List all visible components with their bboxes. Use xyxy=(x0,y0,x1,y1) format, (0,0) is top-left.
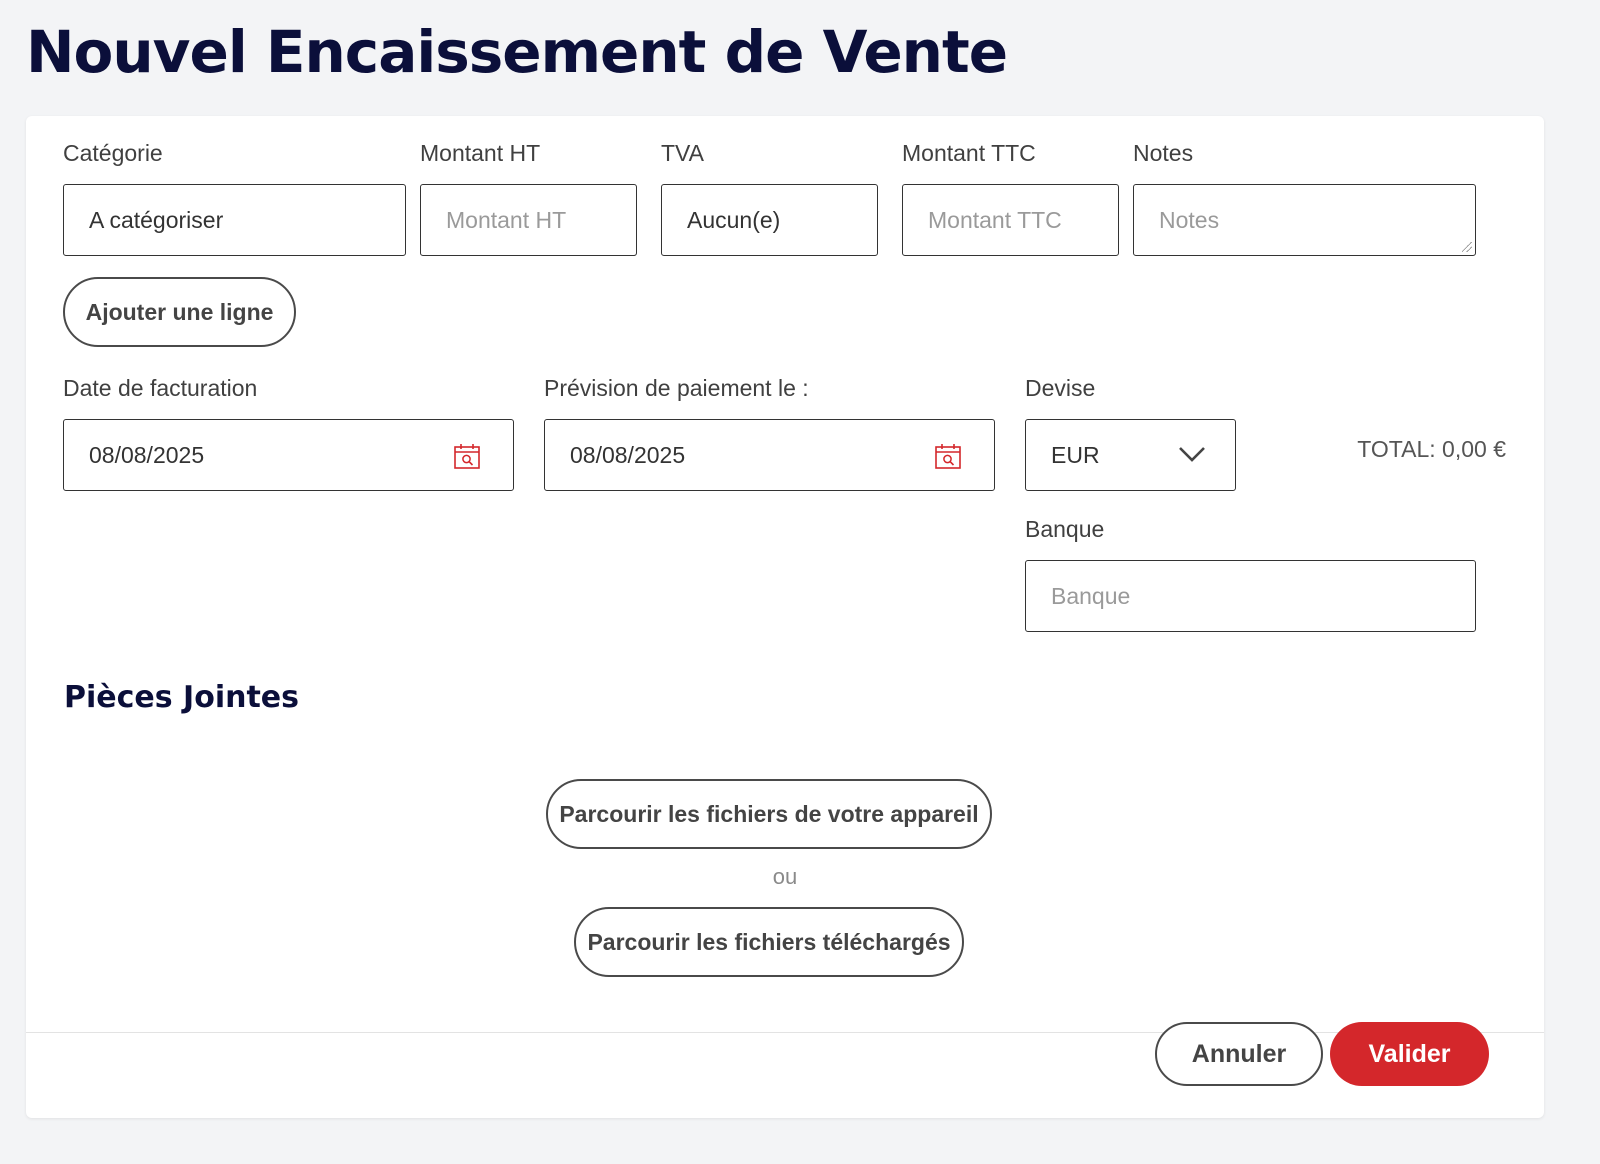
payment-date-label: Prévision de paiement le : xyxy=(544,375,809,401)
currency-value: EUR xyxy=(1051,441,1100,468)
submit-button[interactable]: Valider xyxy=(1330,1022,1489,1086)
tva-select[interactable] xyxy=(661,184,878,256)
resize-grip-icon[interactable] xyxy=(1462,242,1472,252)
form-card xyxy=(26,116,1544,1118)
browse-uploaded-button[interactable]: Parcourir les fichiers téléchargés xyxy=(574,907,964,977)
currency-select[interactable] xyxy=(1025,419,1236,491)
calendar-search-icon[interactable] xyxy=(934,442,962,470)
notes-textarea[interactable] xyxy=(1133,184,1476,256)
footer-divider xyxy=(26,1032,1544,1033)
add-line-button[interactable]: Ajouter une ligne xyxy=(63,277,296,347)
category-value: A catégoriser xyxy=(89,206,224,233)
amount-ht-label: Montant HT xyxy=(420,140,541,166)
calendar-search-icon[interactable] xyxy=(453,442,481,470)
tva-value: Aucun(e) xyxy=(687,206,781,233)
amount-ttc-placeholder: Montant TTC xyxy=(928,206,1062,233)
notes-label: Notes xyxy=(1133,140,1194,166)
amount-ht-input[interactable] xyxy=(420,184,637,256)
amount-ttc-input[interactable] xyxy=(902,184,1119,256)
chevron-down-icon xyxy=(1177,444,1207,464)
payment-date-value: 08/08/2025 xyxy=(570,441,686,468)
amount-ttc-label: Montant TTC xyxy=(902,140,1036,166)
bank-select[interactable] xyxy=(1025,560,1476,632)
or-separator: ou xyxy=(772,864,798,889)
bank-placeholder: Banque xyxy=(1051,582,1131,609)
invoice-date-input[interactable] xyxy=(63,419,514,491)
amount-ht-placeholder: Montant HT xyxy=(446,206,567,233)
cancel-button[interactable]: Annuler xyxy=(1155,1022,1323,1086)
bank-label: Banque xyxy=(1025,516,1105,542)
notes-placeholder: Notes xyxy=(1159,206,1220,233)
invoice-date-label: Date de facturation xyxy=(63,375,258,401)
invoice-date-value: 08/08/2025 xyxy=(89,441,205,468)
browse-device-button[interactable]: Parcourir les fichiers de votre appareil xyxy=(546,779,992,849)
category-label: Catégorie xyxy=(63,140,163,166)
attachments-title: Pièces Jointes xyxy=(64,680,300,715)
payment-date-input[interactable] xyxy=(544,419,995,491)
total-amount: TOTAL: 0,00 € xyxy=(1357,436,1506,462)
tva-label: TVA xyxy=(661,140,705,166)
category-select[interactable] xyxy=(63,184,406,256)
page-title: Nouvel Encaissement de Vente xyxy=(26,18,1008,86)
currency-label: Devise xyxy=(1025,375,1096,401)
